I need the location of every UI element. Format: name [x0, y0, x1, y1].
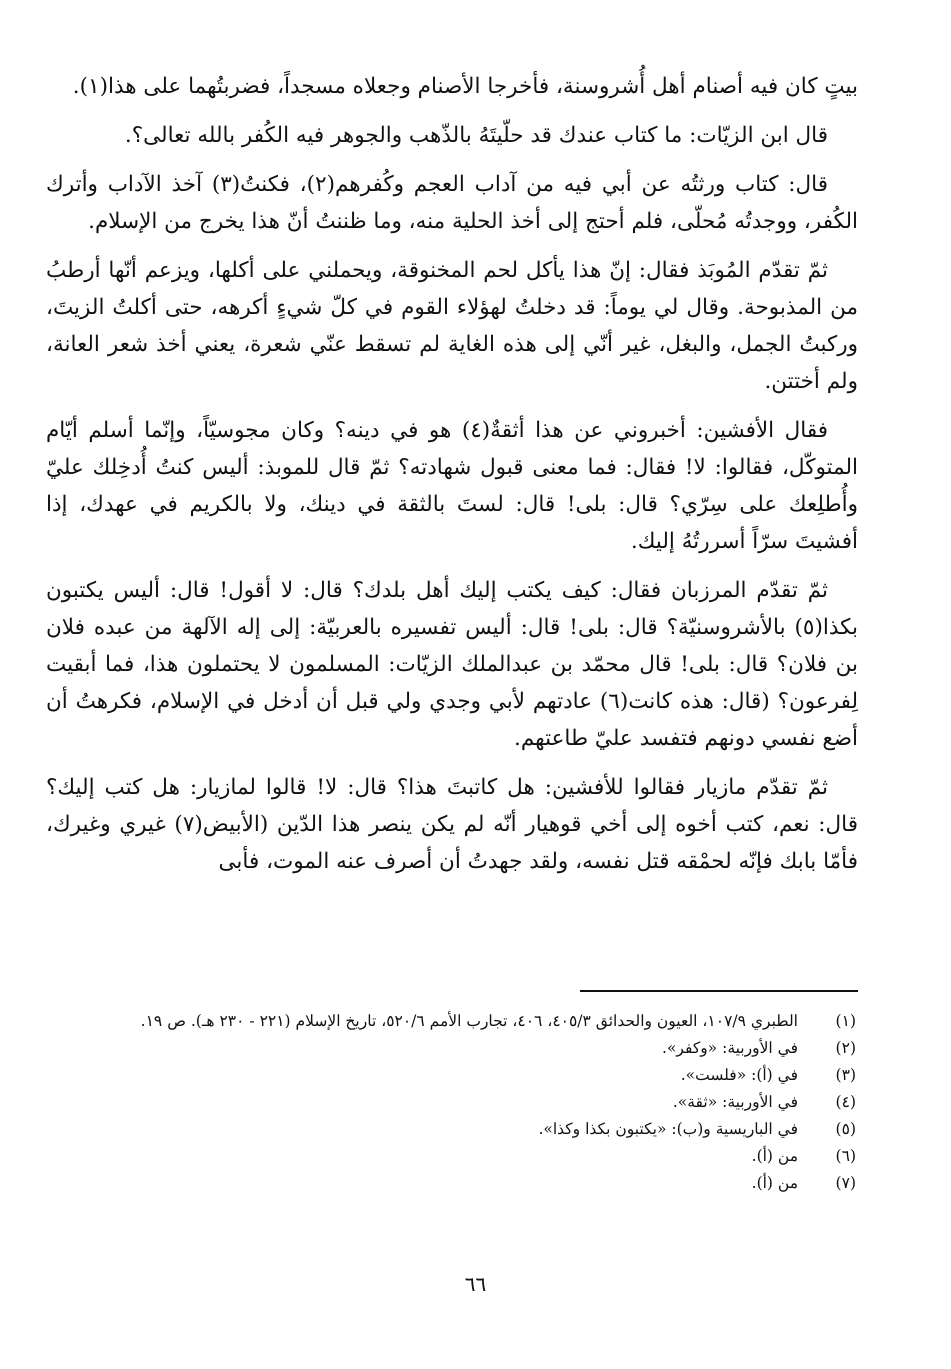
main-text	[46, 68, 858, 892]
footnote-6	[40, 1143, 856, 1170]
footnote-number: (٥)	[835, 1120, 856, 1138]
paragraph-3: قال: كتاب ورثتُه عن أبي فيه من آداب العجم وكُفرهم(٢)، فكنتُ(٣) آخذ الآداب وأترك الكُفر، ووجدتُه مُحلّى، فلم أحتج إلى أخذ الحلية منه، وما ظننتُ أنّ هذا يخرج من الإسلام.	[46, 172, 858, 234]
paragraph-4: ثمّ تقدّم المُوبَذ فقال: إنّ هذا يأكل لحم المخنوقة، ويحملني على أكلها، ويزعم أنّها أرطبُ من المذبوحة. وقال لي يوماً: قد دخلتُ لهؤلاء القوم في كلّ شيءٍ أكرهه، حتى أكلتُ الزيتَ، وركبتُ الجمل، والبغل، غير أنّي إلى هذه الغاية لم تسقط عنّي شعرة، يعني أخذ شعر العانة، ولم أختتن.	[46, 258, 858, 394]
footnote-text: في الأوربية: «ثقة».	[672, 1093, 798, 1111]
footnote-number: (٤)	[835, 1093, 856, 1111]
footnote-number: (٦)	[835, 1147, 856, 1165]
footnote-number: (٢)	[835, 1039, 856, 1057]
footnote-text: في (أ): «فلست».	[680, 1066, 798, 1084]
footnote-2	[40, 1035, 856, 1062]
footnote-text: من (أ).	[751, 1147, 798, 1165]
paragraph-7: ثمّ تقدّم مازيار فقالوا للأفشين: هل كاتبتَ هذا؟ قال: لا! قالوا لمازيار: هل كتب إليك؟ قال: نعم، كتب أخوه إلى أخي قوهيار أنّه لم يكن ينصر هذا الدّين (الأبيض(٧) غيري وغيرك، فأمّا بابك فإنّه لحمْقه قتل نفسه، ولقد جهدتُ أن أصرف عنه الموت، فأبى	[46, 775, 858, 874]
paragraph-2: قال ابن الزيّات: ما كتاب عندك قد حلّيتَهُ بالذّهب والجوهر فيه الكُفر بالله تعالى؟.	[124, 123, 828, 148]
footnote-number: (٣)	[835, 1066, 856, 1084]
footnote-3	[40, 1062, 856, 1089]
paragraph-5: فقال الأفشين: أخبروني عن هذا أثقةٌ(٤) هو في دينه؟ وكان مجوسيّاً، وإنّما أسلم أيّام المتوكّل، فقالوا: لا! فقال: فما معنى قبول شهادته؟ ثمّ قال للموبذ: أليس كنتُ أُدخِلك عليّ وأُطلِعك على سِرّي؟ قال: بلى! قال: لستَ بالثقة في دينك، ولا بالكريم في عهدك، إذا أفشيتَ سرّاً أسررتُهُ إليك.	[46, 418, 858, 554]
footnote-text: في الباريسية و(ب): «يكتبون بكذا وكذا».	[538, 1120, 798, 1138]
footnote-text: الطبري ١٠٧/٩، العيون والحدائق ٤٠٥/٣، ٤٠٦، تجارب الأمم ٥٢٠/٦، تاريخ الإسلام (٢٢١ - ٢٣٠ هـ). ص ١٩.	[140, 1012, 798, 1030]
footnote-divider	[580, 990, 858, 992]
footnote-text: في الأوربية: «وكفر».	[662, 1039, 798, 1057]
page-number: ٦٦	[464, 1272, 487, 1296]
footnote-4	[40, 1089, 856, 1116]
footnote-number: (١)	[835, 1012, 856, 1030]
footnote-number: (٧)	[835, 1174, 856, 1192]
footnote-7	[40, 1170, 856, 1197]
footnotes	[40, 1008, 856, 1197]
paragraph-6: ثمّ تقدّم المرزبان فقال: كيف يكتب إليك أهل بلدك؟ قال: لا أقول! قال: أليس يكتبون بكذا(٥) بالأشروسنيّة؟ قال: بلى! قال: أليس تفسيره بالعربيّة: إلى إله الآلهة من عبده فلان بن فلان؟ قال: بلى! قال محمّد بن عبدالملك الزيّات: المسلمون لا يحتملون هذا، فما أبقيت لِفرعون؟ (قال: هذه كانت(٦) عادتهم لأبي وجدي ولي قبل أن أدخل في الإسلام، فكرهتُ أن أضع نفسي دونهم فتفسد عليّ طاعتهم.	[46, 578, 858, 751]
footnote-1	[40, 1008, 856, 1035]
footnote-5	[40, 1116, 856, 1143]
paragraph-1: بيتٍ كان فيه أصنام أهل أُشروسنة، فأخرجا الأصنام وجعلاه مسجداً، فضربتُهما على هذا(١).	[72, 74, 858, 99]
footnote-text: من (أ).	[751, 1174, 798, 1192]
